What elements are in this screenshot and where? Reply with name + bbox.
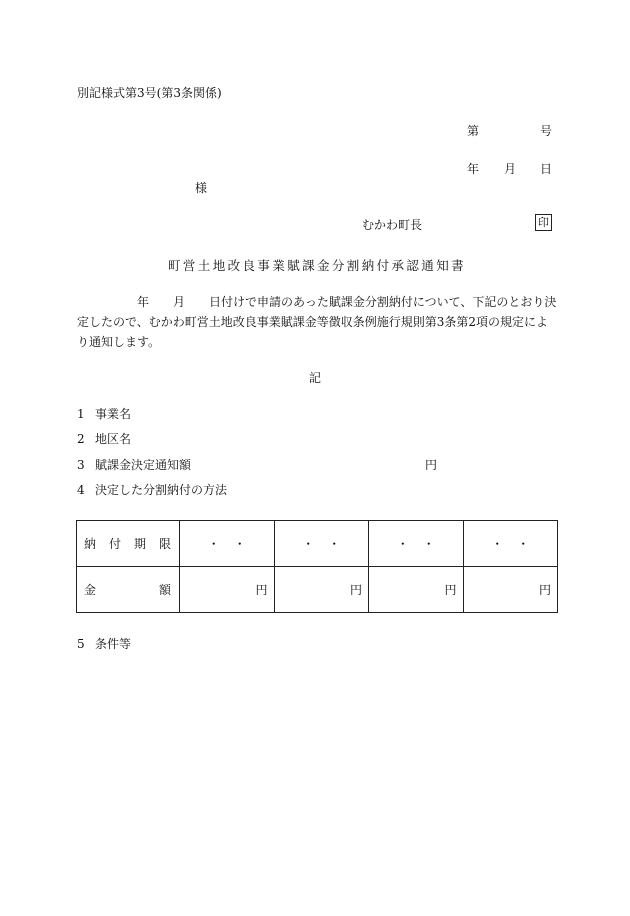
- addressee-honorific: 様: [195, 181, 208, 195]
- item-number: 4: [77, 483, 85, 497]
- body-year-label: 年: [137, 295, 150, 309]
- seal-stamp-icon: [535, 214, 552, 231]
- date-day-label: 日: [540, 162, 553, 176]
- table-row-due-date: [77, 521, 558, 567]
- item-label: 事業名: [95, 407, 132, 421]
- item-payment-method: [77, 481, 227, 498]
- levy-amount-unit: 円: [425, 458, 438, 472]
- due-date-cell: ・・: [463, 521, 558, 567]
- amount-cell: 円: [180, 567, 275, 613]
- item-number: 2: [77, 432, 85, 446]
- amount-label-cell: [77, 567, 180, 613]
- due-date-label-cell: [77, 521, 180, 567]
- seal-text: 印: [538, 216, 549, 229]
- item-levy-amount: [77, 456, 191, 473]
- item-label: 条件等: [95, 637, 132, 651]
- item-conditions: [77, 635, 131, 652]
- form-number-label: 別記様式第3号(第3条関係): [77, 86, 222, 100]
- amount-cell: 円: [274, 567, 369, 613]
- item-number: 3: [77, 458, 85, 472]
- due-date-cell: ・・: [274, 521, 369, 567]
- due-date-cell: ・・: [369, 521, 464, 567]
- table-row-amount: [77, 567, 558, 613]
- item-label: 地区名: [95, 432, 132, 446]
- installment-schedule-table: [76, 520, 558, 613]
- document-number-prefix: 第: [467, 124, 480, 138]
- body-paragraph: [77, 292, 557, 352]
- label-char: 額: [158, 583, 171, 597]
- item-label: 賦課金決定通知額: [95, 458, 192, 472]
- item-number: 5: [77, 637, 85, 651]
- label-char: 付: [108, 537, 121, 551]
- due-date-cell: ・・: [180, 521, 275, 567]
- document-title: 町営土地改良事業賦課金分割納付承認通知書: [168, 258, 467, 273]
- label-char: 納: [84, 537, 97, 551]
- item-project-name: [77, 405, 131, 422]
- label-char: 金: [84, 583, 97, 597]
- issuer-name: むかわ町長: [362, 218, 423, 232]
- item-label: 決定した分割納付の方法: [95, 483, 228, 497]
- body-month-label: 月: [173, 295, 186, 309]
- date-year-label: 年: [467, 162, 480, 176]
- body-text: 日付けで申請のあった賦課金分割納付について、下記のとおり決定したので、むかわ町営土地改良事業賦課金等徴収条例施行規則第3条第2項の規定により通知します。: [77, 295, 557, 349]
- document-number-suffix: 号: [540, 124, 553, 138]
- amount-cell: 円: [463, 567, 558, 613]
- amount-cell: 円: [369, 567, 464, 613]
- ki-heading: 記: [309, 371, 322, 385]
- item-district-name: [77, 430, 131, 447]
- date-month-label: 月: [504, 162, 517, 176]
- label-char: 期: [133, 537, 146, 551]
- label-char: 限: [158, 537, 171, 551]
- item-number: 1: [77, 407, 85, 421]
